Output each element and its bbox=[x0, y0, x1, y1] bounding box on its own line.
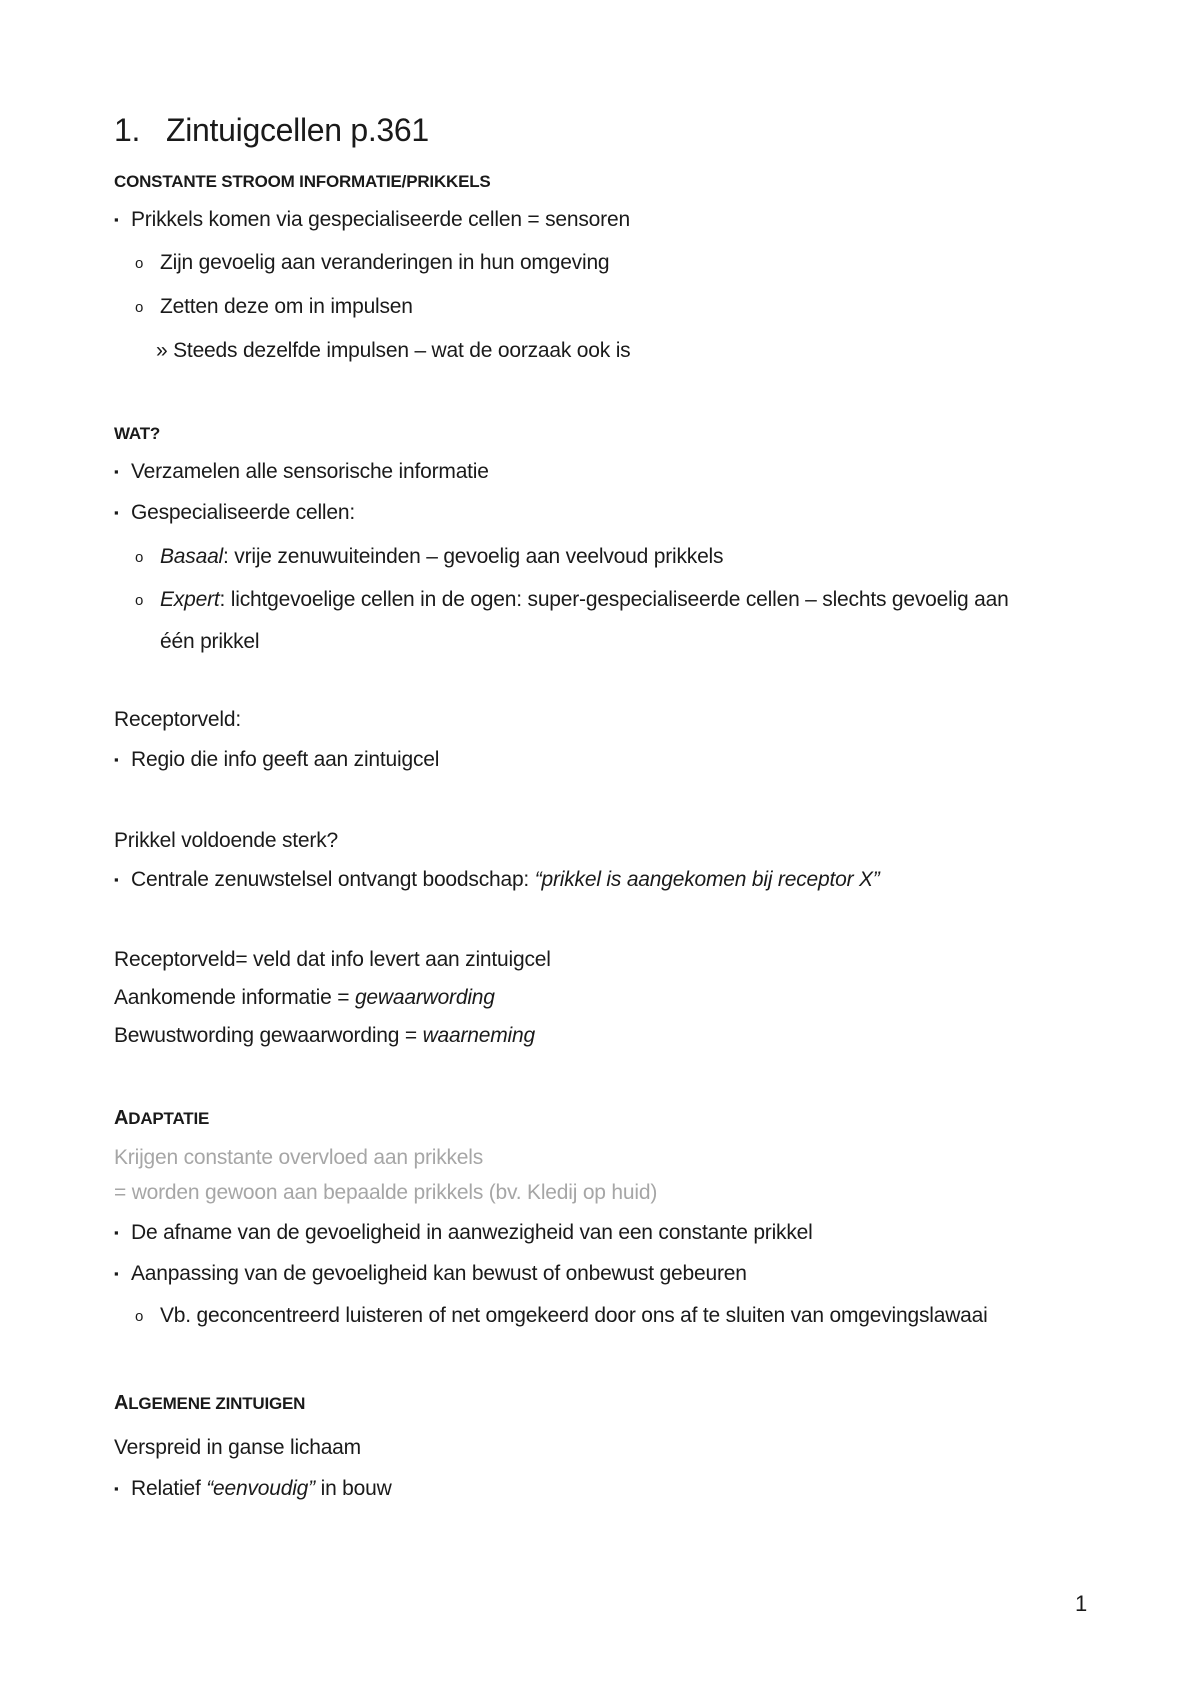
list-item-text: : vrije zenuwuiteinden – gevoelig aan veelvoud prikkels bbox=[223, 545, 724, 568]
bullet-marker: ▪ bbox=[114, 1266, 119, 1281]
title-number: 1. bbox=[114, 112, 141, 148]
sub-list-item bbox=[135, 1304, 988, 1328]
list-item-text: in bouw bbox=[314, 1477, 392, 1500]
sub-bullet-marker: o bbox=[135, 255, 144, 272]
bullet-marker: ▪ bbox=[114, 1481, 119, 1496]
definition-line: Receptorveld= veld dat info levert aan zintuigcel bbox=[114, 948, 551, 971]
bullet-marker: ▪ bbox=[114, 872, 119, 887]
definition-term: gewaarwording bbox=[354, 986, 495, 1009]
title-text: Zintuigcellen p.361 bbox=[166, 112, 429, 148]
list-item-continuation: één prikkel bbox=[160, 630, 260, 653]
list-item-text: Zijn gevoelig aan veranderingen in hun omgeving bbox=[160, 251, 610, 274]
term-expert: Expert bbox=[160, 588, 220, 611]
bullet-marker: ▪ bbox=[114, 1225, 119, 1240]
bullet-marker: ▪ bbox=[114, 464, 119, 479]
section-heading-constante-stroom: CONSTANTE STROOM INFORMATIE/PRIKKELS bbox=[114, 172, 491, 191]
list-item-text: Aanpassing van de gevoeligheid kan bewust of onbewust gebeuren bbox=[131, 1262, 747, 1285]
heading-rest: DAPTATIE bbox=[128, 1109, 210, 1128]
list-item-text: Centrale zenuwstelsel ontvangt boodschap: bbox=[131, 868, 535, 891]
definition-term: waarneming bbox=[422, 1024, 535, 1047]
sub-list-item bbox=[135, 588, 1009, 612]
heading-initial: A bbox=[114, 1107, 129, 1129]
grey-note: = worden gewoon aan bepaalde prikkels (bv. Kledij op huid) bbox=[114, 1181, 658, 1204]
sub-bullet-marker: o bbox=[135, 299, 144, 316]
list-item bbox=[114, 1262, 747, 1286]
list-item bbox=[114, 460, 489, 484]
heading-initial: A bbox=[114, 1392, 129, 1414]
page-title bbox=[114, 112, 429, 149]
sub-sub-list-item bbox=[156, 339, 630, 363]
grey-note: Krijgen constante overvloed aan prikkels bbox=[114, 1146, 484, 1169]
sub-list-item bbox=[135, 295, 413, 319]
sub-sub-bullet-marker: » bbox=[156, 339, 168, 362]
definition-line bbox=[114, 986, 495, 1010]
list-item bbox=[114, 868, 880, 892]
bullet-marker: ▪ bbox=[114, 752, 119, 767]
list-item-text: : lichtgevoelige cellen in de ogen: super-gespecialiseerde cellen – slechts gevoelig aan bbox=[219, 588, 1009, 611]
quote-text: “eenvoudig” bbox=[206, 1477, 315, 1500]
heading-rest: LGEMENE ZINTUIGEN bbox=[128, 1394, 306, 1413]
section-heading-wat: WAT? bbox=[114, 424, 161, 443]
definition-text: Aankomende informatie = bbox=[114, 986, 355, 1009]
definition-text: Bewustwording gewaarwording = bbox=[114, 1024, 423, 1047]
list-item-text: Prikkels komen via gespecialiseerde cellen = sensoren bbox=[131, 208, 630, 231]
definition-line bbox=[114, 1024, 535, 1048]
sub-list-item bbox=[135, 545, 723, 569]
sub-bullet-marker: o bbox=[135, 592, 144, 609]
list-item-text: Gespecialiseerde cellen: bbox=[131, 501, 355, 524]
list-item bbox=[114, 208, 630, 232]
list-item-text: Zetten deze om in impulsen bbox=[160, 295, 413, 318]
list-item-text: Vb. geconcentreerd luisteren of net omgekeerd door ons af te sluiten van omgevingslawaai bbox=[160, 1304, 988, 1327]
section-heading-algemene-zintuigen bbox=[114, 1392, 305, 1415]
list-item bbox=[114, 501, 355, 525]
section-heading-adaptatie bbox=[114, 1107, 209, 1130]
page-number: 1 bbox=[1075, 1591, 1088, 1616]
list-item-text: Verzamelen alle sensorische informatie bbox=[131, 460, 489, 483]
list-item bbox=[114, 1221, 813, 1245]
list-item-text: Steeds dezelfde impulsen – wat de oorzaak ook is bbox=[173, 339, 631, 362]
sub-bullet-marker: o bbox=[135, 549, 144, 566]
term-basaal: Basaal bbox=[160, 545, 224, 568]
quote-text: “prikkel is aangekomen bij receptor X” bbox=[534, 868, 880, 891]
paragraph-line: Verspreid in ganse lichaam bbox=[114, 1436, 361, 1459]
sub-bullet-marker: o bbox=[135, 1308, 144, 1325]
list-item-text: Relatief bbox=[131, 1477, 207, 1500]
list-item bbox=[114, 1477, 392, 1501]
list-item bbox=[114, 748, 439, 772]
sub-list-item bbox=[135, 251, 609, 275]
list-item-text: De afname van de gevoeligheid in aanwezigheid van een constante prikkel bbox=[131, 1221, 813, 1244]
bullet-marker: ▪ bbox=[114, 212, 119, 227]
paragraph-label: Prikkel voldoende sterk? bbox=[114, 829, 338, 852]
paragraph-label: Receptorveld: bbox=[114, 708, 241, 731]
list-item-text: Regio die info geeft aan zintuigcel bbox=[131, 748, 440, 771]
bullet-marker: ▪ bbox=[114, 505, 119, 520]
